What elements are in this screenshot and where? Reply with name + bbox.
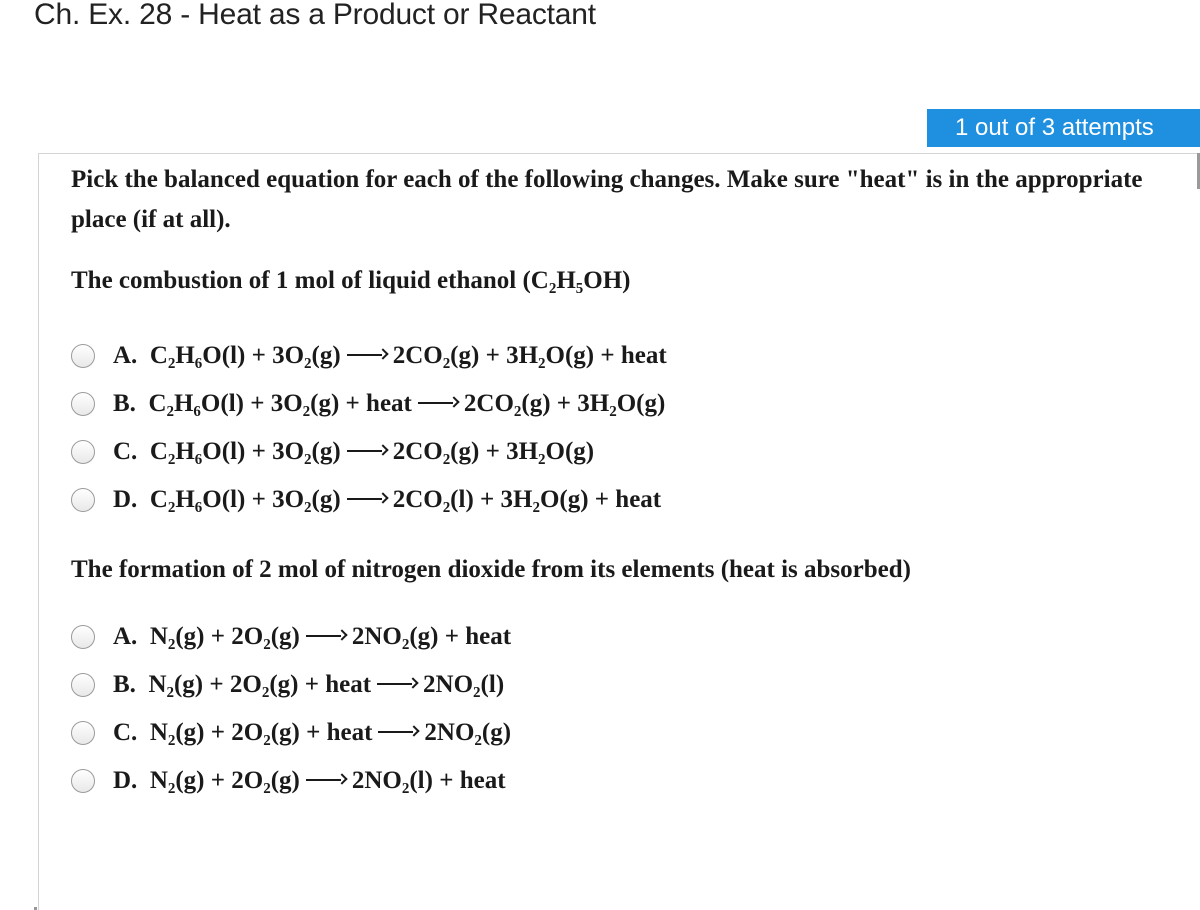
equation-reactants: C₂H₆O(l) + 3O₂(g) xyxy=(149,438,341,465)
part-2-option-a[interactable] xyxy=(71,622,511,652)
part-1-prompt: The combustion of 1 mol of liquid ethanol (C₂H₅OH) xyxy=(71,267,631,294)
reaction-arrow-icon xyxy=(378,726,418,738)
part-2-option-b[interactable] xyxy=(71,670,504,700)
option-letter: C. xyxy=(113,719,138,746)
radio-button[interactable] xyxy=(71,488,95,512)
option-letter: A. xyxy=(113,623,138,650)
reaction-arrow-icon xyxy=(347,349,387,361)
radio-button[interactable] xyxy=(71,344,95,368)
reaction-arrow-icon xyxy=(347,493,387,505)
radio-button[interactable] xyxy=(71,673,95,697)
part-1-option-c[interactable] xyxy=(71,437,594,467)
equation-products: 2NO₂(l) xyxy=(423,671,505,698)
equation-products: 2CO₂(l) + 3H₂O(g) + heat xyxy=(392,486,662,513)
equation-reactants: C₂H₆O(l) + 3O₂(g) + heat xyxy=(148,390,412,417)
equation-products: 2NO₂(g) xyxy=(424,719,512,746)
reaction-arrow-icon xyxy=(306,774,346,786)
equation-reactants: N₂(g) + 2O₂(g) + heat xyxy=(148,671,372,698)
question-instructions: Pick the balanced equation for each of the following changes. Make sure "heat" is in the appropriate place (if at all). xyxy=(71,166,1143,233)
part-1-option-a[interactable] xyxy=(71,341,667,371)
option-letter: B. xyxy=(113,390,136,417)
option-letter: D. xyxy=(113,486,138,513)
radio-button[interactable] xyxy=(71,440,95,464)
option-letter: B. xyxy=(113,671,136,698)
part-1-option-d[interactable] xyxy=(71,485,661,515)
radio-button[interactable] xyxy=(71,721,95,745)
page-title: Ch. Ex. 28 - Heat as a Product or Reactant xyxy=(34,0,596,31)
part-2-prompt: The formation of 2 mol of nitrogen dioxide from its elements (heat is absorbed) xyxy=(71,556,911,583)
equation-products: 2NO₂(l) + heat xyxy=(351,767,506,794)
equation-products: 2NO₂(g) + heat xyxy=(351,623,512,650)
equation-products: 2CO₂(g) + 3H₂O(g) + heat xyxy=(392,342,667,369)
equation-reactants: N₂(g) + 2O₂(g) xyxy=(149,767,300,794)
equation-reactants: N₂(g) + 2O₂(g) xyxy=(149,623,300,650)
equation-products: 2CO₂(g) + 3H₂O(g) xyxy=(392,438,595,465)
option-letter: D. xyxy=(113,767,138,794)
equation-reactants: C₂H₆O(l) + 3O₂(g) xyxy=(149,486,341,513)
reaction-arrow-icon xyxy=(306,630,346,642)
option-letter: A. xyxy=(113,342,138,369)
reaction-arrow-icon xyxy=(377,678,417,690)
radio-button[interactable] xyxy=(71,625,95,649)
attempts-badge: 1 out of 3 attempts xyxy=(927,109,1200,147)
part-2-option-c[interactable] xyxy=(71,718,511,748)
equation-reactants: C₂H₆O(l) + 3O₂(g) xyxy=(149,342,341,369)
reaction-arrow-icon xyxy=(418,397,458,409)
option-letter: C. xyxy=(113,438,138,465)
radio-button[interactable] xyxy=(71,769,95,793)
part-2-option-d[interactable] xyxy=(71,766,506,796)
equation-products: 2CO₂(g) + 3H₂O(g) xyxy=(463,390,666,417)
part-1-option-b[interactable] xyxy=(71,389,665,419)
reaction-arrow-icon xyxy=(347,445,387,457)
radio-button[interactable] xyxy=(71,392,95,416)
equation-reactants: N₂(g) + 2O₂(g) + heat xyxy=(149,719,373,746)
